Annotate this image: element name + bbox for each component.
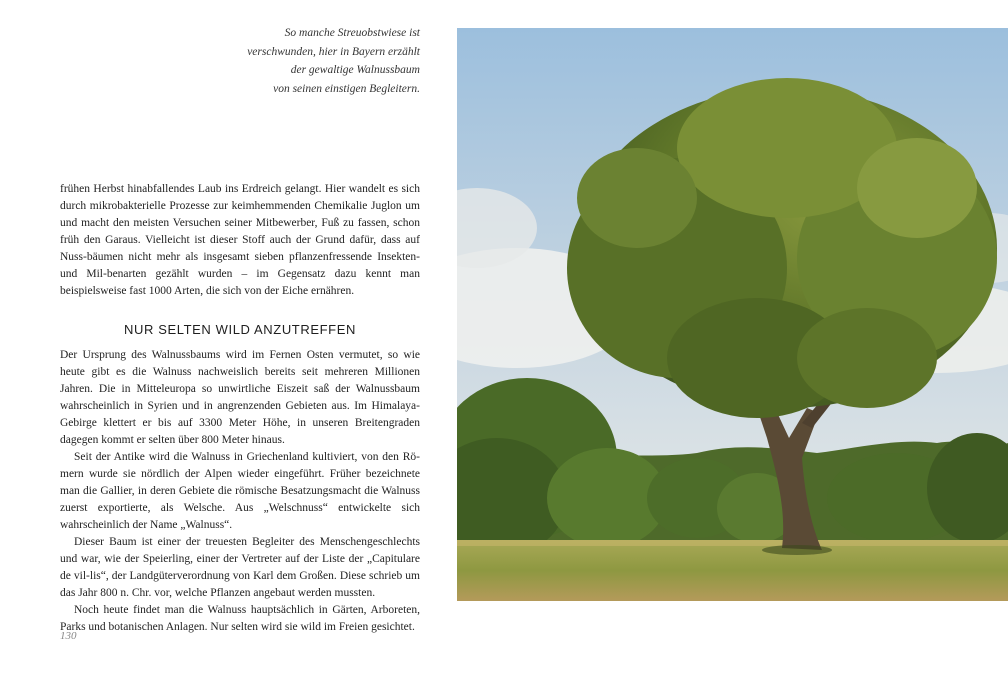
intro-paragraph: frühen Herbst hinabfallendes Laub ins Erdreich gelangt. Hier wandelt es sich durch mikrobakterielle Prozesse zur keimhemmenden Chemikalie Juglon um und macht den meisten Versuchen seiner Mitbewerber, Fuß zu fassen, schon früh den Garaus. Vielleicht ist dieser Stoff auch der Grund dafür, dass auf Nuss-bäumen nicht mehr als insgesamt sieben pflanzenfressende Insekten- und Mil-benarten gezählt wurden – im Gegensatz dazu kennt man beispielsweise fast 1000 Arten, die sich von der Eiche ernähren. <box>60 183 420 297</box>
page-number: 130 <box>60 630 77 642</box>
paragraph: Dieser Baum ist einer der treuesten Begleiter des Menschengeschlechts und war, wie der Speierling, einer der Vertreter auf der Liste der „Capitulare de vil-lis“, der Landgüterverordnung von Karl dem Großen. Diese schrieb um das Jahr 800 n. Chr. vor, welche Pflanzen angebaut werden mussten. <box>60 536 420 599</box>
section-heading: NUR SELTEN WILD ANZUTREFFEN <box>124 322 356 337</box>
photo-caption <box>200 24 420 98</box>
paragraph: Seit der Antike wird die Walnuss in Griechenland kultiviert, von den Rö-mern wurde sie nördlich der Alpen wieder eingeführt. Früher bezeichnete man die Gallier, in deren Gebiete die römische Besatzungsmacht die Walnuss zuerst exportierte, als Welsche. Aus „Welschnuss“ entwickelte sich wahrscheinlich der Name „Walnuss“. <box>60 451 420 531</box>
walnut-tree-photo <box>457 28 1008 601</box>
paragraph: Noch heute findet man die Walnuss hauptsächlich in Gärten, Arboreten, Parks und botanischen Anlagen. Nur selten wird sie wild im Freien gesichtet. <box>60 604 420 633</box>
caption-line: So manche Streuobstwiese ist <box>284 27 420 39</box>
caption-line: von seinen einstigen Begleitern. <box>273 82 420 95</box>
body-text-column <box>60 181 420 636</box>
caption-line: verschwunden, hier in Bayern erzählt <box>247 45 420 58</box>
paragraph: Der Ursprung des Walnussbaums wird im Fernen Osten vermutet, so wie heute gibt es die Walnuss nachweislich bereits seit mehreren Millionen Jahren. Die in Mitteleuropa so unwirtliche Eiszeit saß der Walnussbaum wahrscheinlich in Syrien und in angrenzenden Gebieten aus. Im Himalaya-Gebirge klettert er bis auf 3300 Meter Höhe, in unseren Breitengraden dagegen kommt er selten über 800 Meter hinaus. <box>60 349 420 446</box>
caption-line: der gewaltige Walnussbaum <box>290 64 420 76</box>
